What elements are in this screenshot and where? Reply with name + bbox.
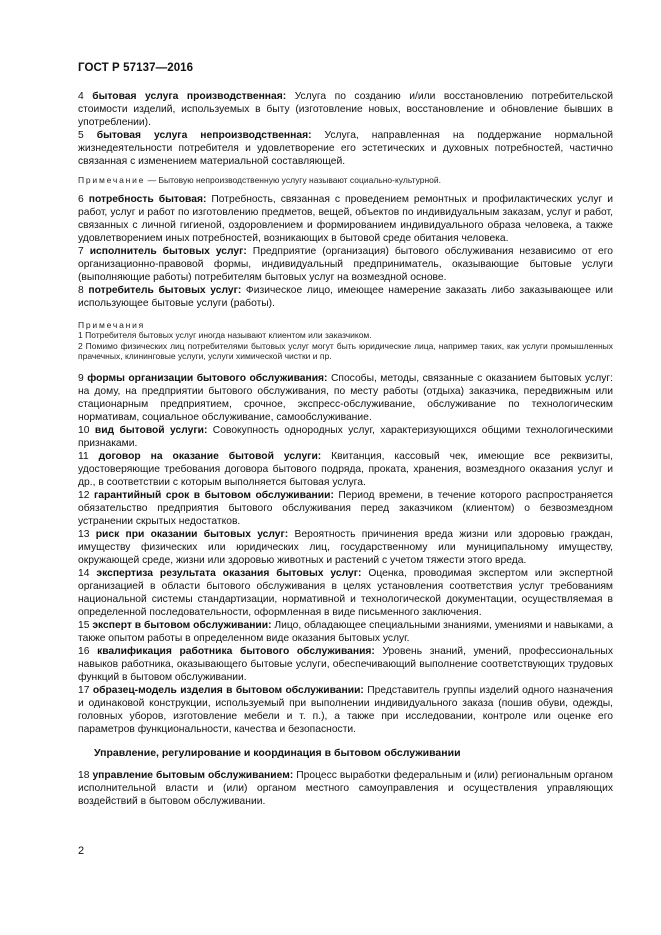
term-text: Вероятность причинения вреда жизни или здоровью граждан, имуществу физических или юридических лиц, государственному или муниципальному имуществу, окружающей среде, жизни или здоровью животных и растений с учетом тяжести этого вреда.: [78, 528, 613, 566]
definition-4: [78, 90, 613, 129]
term-name: экспертиза результата оказания бытовых услуг:: [96, 567, 362, 579]
term-text: Квитанция, кассовый чек, имеющие все реквизиты, удостоверяющие требования договора бытового подряда, проката, хранения, возмездного оказания услуг и др., в соответствии с которым выполняется бытовая услуга.: [78, 450, 613, 488]
term-name: риск при оказании бытовых услуг:: [95, 528, 289, 540]
term-number: 6: [78, 193, 84, 205]
term-number: 13: [78, 528, 90, 540]
term-name: формы организации бытового обслуживания:: [87, 372, 328, 384]
notes-label: Примечания: [78, 319, 146, 330]
term-name: потребитель бытовых услуг:: [88, 284, 242, 296]
definition-14: [78, 567, 613, 619]
note-dash: —: [145, 175, 159, 185]
term-name: эксперт в бытовом обслуживании:: [92, 619, 272, 631]
term-text: Оценка, проводимая экспертом или экспертной организацией в области бытового обслуживания в целях установления соответствия услуг требованиям национальной системы стандартизации, нормативной и технологической документации, осуществляемая в определенной последовательности, оформленная в виде письменного заключения.: [78, 567, 613, 618]
term-number: 7: [78, 245, 84, 257]
term-number: 15: [78, 619, 90, 631]
term-text: Лицо, обладающее специальными знаниями, умениями и навыками, а также опытом работы в определенном виде оказания бытовых услуг.: [78, 619, 613, 644]
term-name: вид бытовой услуги:: [94, 424, 208, 436]
definition-17: [78, 684, 613, 736]
term-text: Услуга по созданию и/или восстановлению потребительской стоимости изделий, используемых в быту (изготовление новых, восстановление и обновление бывших в употреблении).: [78, 91, 613, 128]
page-number: 2: [78, 845, 85, 857]
term-number: 11: [78, 450, 89, 462]
definition-9: [78, 372, 613, 424]
term-number: 5: [78, 130, 84, 141]
term-number: 12: [78, 489, 90, 501]
term-text: Уровень знаний, умений, профессиональных навыков работника, оказывающего бытовые услуги, обеспечивающий выполнение соответствующих трудовых функций в бытовом обслуживании.: [78, 645, 613, 683]
term-number: 4: [78, 91, 84, 102]
term-name: гарантийный срок в бытовом обслуживании:: [94, 489, 334, 501]
term-number: 14: [78, 567, 90, 579]
definition-5: [78, 129, 613, 168]
term-text: Услуга, направленная на поддержание нормальной жизнедеятельности потребителя и удовлетворение его эстетических и духовных потребностей, частично связанная с изменением материальной составляющей.: [78, 130, 613, 167]
definition-18: [78, 769, 613, 808]
note-label: Примечание: [78, 175, 146, 185]
section-title: Управление, регулирование и координация в бытовом обслуживании: [94, 746, 461, 759]
term-text: Процесс выработки федеральным и (или) региональным органом исполнительной власти и (или) органом местного самоуправления и осуществления управляющих воздействий в бытовом обслуживании.: [78, 769, 613, 807]
term-text: Потребность, связанная с проведением ремонтных и профилактических услуг и работ, услуг и работ по изготовлению предметов, вещей, объектов по индивидуальным заказам, услуг и работ, связанных с личной гигиеной, оздоровлением и формированием индивидуального образа человека, а также удовлетворением иных потребностей, возникающих в бытовой среде обитания человека.: [78, 193, 613, 244]
term-number: 9: [78, 372, 84, 384]
term-text: Физическое лицо, имеющее намерение заказать либо заказывающее или использующее бытовые услуги (работы).: [78, 284, 613, 309]
term-name: квалификация работника бытового обслуживания:: [97, 645, 375, 657]
term-name: договор на оказание бытовой услуги:: [98, 450, 322, 462]
term-number: 10: [78, 424, 90, 436]
note-item-1: 1 Потребителя бытовых услуг иногда называют клиентом или заказчиком.: [78, 330, 372, 340]
term-text: Представитель группы изделий одного назначения и одинаковой конструкции, используемый при выполнении индивидуального заказа (пошив обуви, одежды, головных уборов, изготовление мебели и т. п.), а также при исследовании, контроле или оценке его параметров функциональности, качества и безопасности.: [78, 684, 613, 735]
term-name: образец-модель изделия в бытовом обслуживании:: [92, 684, 364, 696]
term-name: бытовая услуга производственная:: [92, 91, 287, 102]
definition-15: [78, 619, 613, 645]
term-name: исполнитель бытовых услуг:: [89, 245, 247, 257]
notes-2: [78, 320, 613, 362]
document-header: ГОСТ Р 57137—2016: [78, 62, 194, 74]
term-name: бытовая услуга непроизводственная:: [96, 130, 312, 141]
term-text: Период времени, в течение которого распространяется обязательство предприятия бытового обслуживания перед заказчиком (клиентом) о безвозмездном устранении скрытых недостатков.: [78, 489, 613, 527]
note-1: [78, 175, 613, 186]
definition-16: [78, 645, 613, 684]
definition-10: [78, 424, 613, 450]
definition-13: [78, 528, 613, 567]
definition-12: [78, 489, 613, 528]
note-item-2: 2 Помимо физических лиц потребителями бытовых услуг могут быть юридические лица, например таких, как услуги промышленных прачечных, клининговые услуги, услуги химической чистки и пр.: [78, 340, 613, 361]
document-body: [78, 90, 613, 808]
note-text: Бытовую непроизводственную услугу называют социально-культурной.: [158, 175, 441, 185]
term-text: Способы, методы, связанные с оказанием бытовых услуг: на дому, на предприятии бытового обслуживания, по месту работы (отдыха) заказчика, передвижным или стационарным предприятием, срочное, экспресс-обслуживание, обслуживание по технологическим нормативам, социальное обслуживание, самообслуживание.: [78, 372, 613, 423]
term-text: Совокупность однородных услуг, характеризующихся общими технологическими признаками.: [78, 424, 613, 449]
definition-11: [78, 450, 613, 489]
term-name: управление бытовым обслуживанием:: [92, 769, 294, 781]
term-name: потребность бытовая:: [88, 193, 207, 205]
definition-8: [78, 284, 613, 310]
term-number: 17: [78, 684, 90, 696]
term-number: 18: [78, 769, 90, 781]
term-text: Предприятие (организация) бытового обслуживания независимо от его организационно-правовой формы, индивидуальный предприниматель, оказывающие бытовые услуги (выполняющие работы) потребителям бытовых услуг на возмездной основе.: [78, 245, 613, 283]
definition-7: [78, 245, 613, 284]
term-number: 8: [78, 284, 84, 296]
term-number: 16: [78, 645, 90, 657]
definition-6: [78, 193, 613, 245]
